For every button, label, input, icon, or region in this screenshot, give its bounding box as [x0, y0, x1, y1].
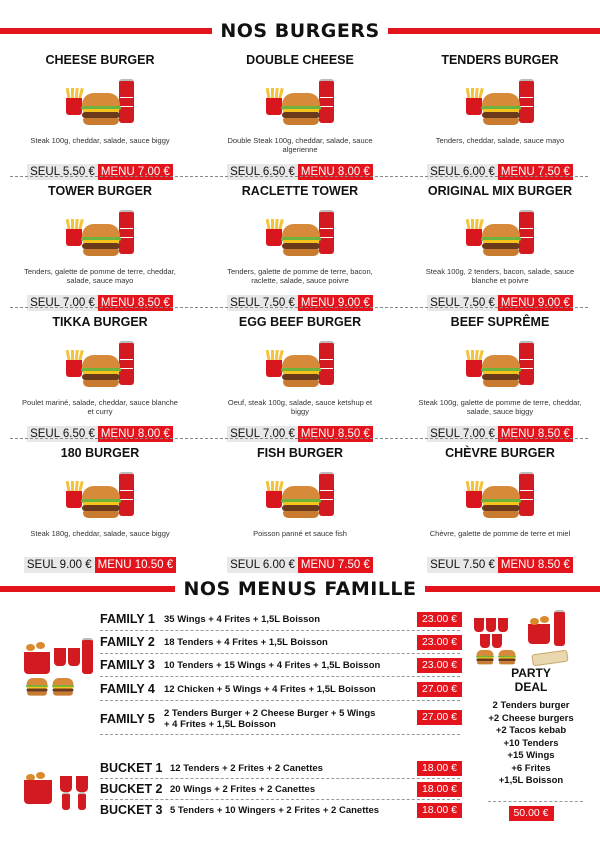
burgers-section-header: [0, 16, 600, 46]
price-alone: SEUL 7.50 €: [427, 557, 498, 573]
burger-menu-image: [262, 73, 338, 129]
soda-can-icon: [519, 210, 534, 254]
price-menu: MENU 7.00 €: [98, 164, 173, 180]
burger-menu-image: [62, 466, 138, 522]
fries-box-icon: [480, 634, 490, 648]
party-price: 50.00 €: [509, 806, 554, 821]
burger-name: FISH BURGER: [256, 446, 344, 460]
burger-item: [200, 310, 400, 441]
price-menu: MENU 8.50 €: [98, 295, 173, 311]
burger-name: ORIGINAL MIX BURGER: [427, 184, 573, 198]
burger-name: EGG BEEF BURGER: [238, 315, 362, 329]
burger-icon: [281, 224, 321, 256]
bucket-name: BUCKET 2: [100, 782, 163, 796]
burger-menu-image: [462, 466, 538, 522]
burger-icon: [481, 355, 521, 387]
chicken-piece: [36, 772, 45, 779]
row-divider: [100, 799, 460, 800]
bucket-price: 18.00 €: [417, 761, 462, 776]
burger-name: CHEESE BURGER: [45, 53, 155, 67]
burger-menu-image: [462, 73, 538, 129]
family-desc: 18 Tenders + 4 Frites + 1,5L Boisson: [164, 637, 328, 648]
family-desc-line-1: 2 Tenders Burger + 2 Cheese Burger + 5 Wings: [164, 708, 376, 719]
burger-row: [0, 48, 600, 179]
burger-name: DOUBLE CHEESE: [246, 53, 354, 67]
burger-desc: Steak 180g, cheddar, salade, sauce biggy: [30, 529, 170, 538]
soda-can-icon: [319, 341, 334, 385]
burger-icon: [481, 486, 521, 518]
price-menu: MENU 9.00 €: [498, 295, 573, 311]
bucket-image: [22, 772, 94, 812]
burger-prices: [200, 164, 400, 180]
party-image: [474, 610, 580, 666]
soda-can-icon: [519, 472, 534, 516]
row-divider: [10, 176, 588, 177]
party-item: +10 Tenders: [503, 737, 559, 749]
price-menu: MENU 10.50 €: [95, 557, 176, 573]
family-price: 23.00 €: [417, 612, 462, 627]
party-title-line-2: DEAL: [514, 680, 548, 694]
burger-icon: [81, 355, 121, 387]
price-menu: MENU 7.50 €: [498, 164, 573, 180]
burger-menu-image: [262, 204, 338, 260]
soda-bottle-icon: [554, 610, 565, 646]
chicken-piece: [36, 642, 45, 649]
price-alone: SEUL 7.00 €: [427, 426, 498, 442]
burger-prices: [0, 164, 200, 180]
chicken-piece: [540, 616, 549, 623]
price-menu: MENU 8.00 €: [298, 164, 373, 180]
burger-icon: [281, 486, 321, 518]
burgers-section-title: NOS BURGERS: [212, 20, 387, 42]
family-name: FAMILY 3: [100, 658, 155, 672]
bucket-price: 18.00 €: [417, 782, 462, 797]
burger-name: TIKKA BURGER: [52, 315, 148, 329]
burger-menu-image: [462, 335, 538, 391]
price-alone: SEUL 6.50 €: [27, 426, 98, 442]
bucket-name: BUCKET 3: [100, 803, 163, 817]
soda-can-icon: [119, 210, 134, 254]
burger-name: BEEF SUPRÊME: [450, 315, 550, 329]
burger-menu-image: [262, 466, 338, 522]
soda-can-icon: [119, 472, 134, 516]
family-section-header: [0, 574, 600, 604]
burger-item: [200, 48, 400, 179]
burger-icon: [81, 486, 121, 518]
burger-desc: Steak 100g, cheddar, salade, sauce biggy: [30, 136, 170, 145]
row-divider: [100, 676, 460, 677]
party-item: 2 Tenders burger: [492, 700, 570, 711]
price-alone: SEUL 6.50 €: [227, 164, 298, 180]
burger-desc: Tenders, galette de pomme de terre, bacon, raclette, salade, sauce poivre: [227, 267, 373, 285]
burger-desc: Steak 100g, 2 tenders, bacon, salade, sauce blanche et poivre: [425, 267, 575, 285]
party-title: [466, 666, 596, 694]
price-menu: MENU 8.00 €: [98, 426, 173, 442]
row-divider: [100, 653, 460, 654]
burger-desc: Poulet mariné, salade, cheddar, sauce blanche et curry: [22, 398, 178, 416]
row-divider: [10, 438, 588, 439]
family-area: [0, 604, 600, 849]
price-menu: MENU 8.50 €: [498, 557, 573, 573]
burger-grid: [0, 48, 600, 572]
burger-icon: [281, 355, 321, 387]
fries-box-icon: [54, 648, 66, 666]
burger-prices: [200, 557, 400, 573]
burger-item: [0, 179, 200, 310]
chicken-piece: [530, 618, 539, 625]
bucket-icon: [528, 624, 550, 644]
family-desc: 12 Chicken + 5 Wings + 4 Frites + 1,5L Boisson: [164, 684, 376, 695]
burger-name: RACLETTE TOWER: [241, 184, 359, 198]
burger-menu-image: [62, 335, 138, 391]
price-alone: SEUL 7.50 €: [227, 295, 298, 311]
burger-menu-image: [262, 335, 338, 391]
family-price: 23.00 €: [417, 658, 462, 673]
family-name: FAMILY 4: [100, 682, 155, 696]
row-divider: [488, 801, 583, 802]
burger-item: [400, 48, 600, 179]
fries-box-icon: [486, 618, 496, 632]
fries-box-icon: [498, 618, 508, 632]
burger-prices: [400, 164, 600, 180]
bucket-desc: 20 Wings + 2 Frites + 2 Canettes: [170, 784, 316, 795]
burger-prices: [200, 426, 400, 442]
family-desc: 10 Tenders + 15 Wings + 4 Frites + 1,5L Boisson: [164, 660, 381, 671]
family-section-title: NOS MENUS FAMILLE: [175, 578, 424, 600]
party-item: +2 Tacos kebab: [495, 725, 567, 736]
burger-icon: [498, 650, 516, 664]
row-divider: [100, 700, 460, 701]
burger-row: [0, 441, 600, 572]
burger-item: [0, 310, 200, 441]
burger-item: [0, 48, 200, 179]
burger-menu-image: [62, 73, 138, 129]
burger-prices: [200, 295, 400, 311]
row-divider: [10, 307, 588, 308]
soda-can-icon: [319, 472, 334, 516]
bucket-desc: 5 Tenders + 10 Wingers + 2 Frites + 2 Canettes: [170, 805, 380, 816]
burger-prices: [400, 295, 600, 311]
family-name: FAMILY 1: [100, 612, 155, 626]
burger-item: [200, 441, 400, 572]
burger-desc: Oeuf, steak 100g, salade, sauce ketshup et biggy: [227, 398, 373, 416]
burger-item: [200, 179, 400, 310]
family-name: FAMILY 5: [100, 712, 155, 726]
party-item: +15 Wings: [507, 750, 555, 761]
burger-icon: [81, 224, 121, 256]
fries-box-icon: [76, 776, 88, 792]
soda-can-icon: [319, 79, 334, 123]
fries-box-icon: [492, 634, 502, 648]
price-alone: SEUL 7.00 €: [227, 426, 298, 442]
party-item: +1,5L Boisson: [498, 775, 564, 786]
burger-prices: [0, 557, 200, 573]
soda-can-icon: [519, 79, 534, 123]
fries-box-icon: [60, 776, 72, 792]
burger-prices: [400, 426, 600, 442]
family-bucket-image: [22, 634, 94, 696]
family-price: 27.00 €: [417, 710, 462, 725]
burger-item: [0, 441, 200, 572]
chicken-piece: [26, 644, 35, 651]
price-alone: SEUL 5.50 €: [27, 164, 98, 180]
burger-item: [400, 441, 600, 572]
price-alone: SEUL 6.00 €: [427, 164, 498, 180]
soda-can-icon: [519, 341, 534, 385]
burger-icon: [26, 678, 48, 696]
burger-name: CHÈVRE BURGER: [445, 446, 555, 460]
soda-can-icon: [62, 792, 70, 810]
burger-menu-image: [462, 204, 538, 260]
party-title-line-1: PARTY: [511, 666, 551, 680]
burger-prices: [0, 295, 200, 311]
bucket-desc: 12 Tenders + 2 Frites + 2 Canettes: [170, 763, 323, 774]
burger-menu-image: [62, 204, 138, 260]
bucket-icon: [24, 652, 50, 674]
burger-name: TOWER BURGER: [48, 184, 152, 198]
bucket-icon: [24, 780, 52, 804]
row-divider: [100, 734, 460, 735]
price-alone: SEUL 6.00 €: [227, 557, 298, 573]
burger-icon: [81, 93, 121, 125]
burger-prices: [400, 557, 600, 573]
burger-desc: Tenders, cheddar, salade, sauce mayo: [435, 136, 565, 145]
price-menu: MENU 8.50 €: [498, 426, 573, 442]
family-price: 23.00 €: [417, 635, 462, 650]
tacos-icon: [531, 650, 568, 667]
party-items: [466, 700, 596, 788]
party-item: +2 Cheese burgers: [488, 712, 574, 724]
burger-prices: [0, 426, 200, 442]
family-desc-line-2: + 4 Frites + 1,5L Boisson: [164, 719, 276, 730]
burger-name: TENDERS BURGER: [441, 53, 559, 67]
burger-desc: Double Steak 100g, cheddar, salade, sauce algerienne: [227, 136, 373, 154]
price-menu: MENU 7.50 €: [298, 557, 373, 573]
soda-can-icon: [119, 341, 134, 385]
row-divider: [100, 778, 460, 779]
price-alone: SEUL 7.50 €: [427, 295, 498, 311]
burger-item: [400, 179, 600, 310]
fries-box-icon: [68, 648, 80, 666]
bucket-name: BUCKET 1: [100, 761, 163, 775]
burger-row: [0, 310, 600, 441]
burger-icon: [476, 650, 494, 664]
burger-desc: Poisson panné et sauce fish: [253, 529, 347, 538]
party-item: +6 Frites: [511, 762, 551, 774]
burger-icon: [481, 224, 521, 256]
price-menu: MENU 9.00 €: [298, 295, 373, 311]
party-deal: [466, 604, 596, 821]
price-alone: SEUL 9.00 €: [24, 557, 95, 573]
burger-row: [0, 179, 600, 310]
soda-can-icon: [78, 792, 86, 810]
row-divider: [100, 630, 460, 631]
family-desc: 35 Wings + 4 Frites + 1,5L Boisson: [164, 614, 321, 625]
bucket-price: 18.00 €: [417, 803, 462, 818]
burger-desc: Tenders, galette de pomme de terre, cheddar, salade, sauce mayo: [24, 267, 176, 285]
soda-can-icon: [319, 210, 334, 254]
family-name: FAMILY 2: [100, 635, 155, 649]
burger-desc: Steak 100g, galette de pomme de terre, cheddar, salade, sauce biggy: [418, 398, 582, 416]
fries-box-icon: [474, 618, 484, 632]
family-price: 27.00 €: [417, 682, 462, 697]
burger-desc: Chèvre, galette de pomme de terre et miel: [429, 529, 571, 538]
soda-can-icon: [119, 79, 134, 123]
price-menu: MENU 8.50 €: [298, 426, 373, 442]
burger-icon: [52, 678, 74, 696]
price-alone: SEUL 7.00 €: [27, 295, 98, 311]
soda-bottle-icon: [82, 638, 93, 674]
burger-item: [400, 310, 600, 441]
burger-name: 180 BURGER: [60, 446, 140, 460]
burger-icon: [481, 93, 521, 125]
burger-icon: [281, 93, 321, 125]
